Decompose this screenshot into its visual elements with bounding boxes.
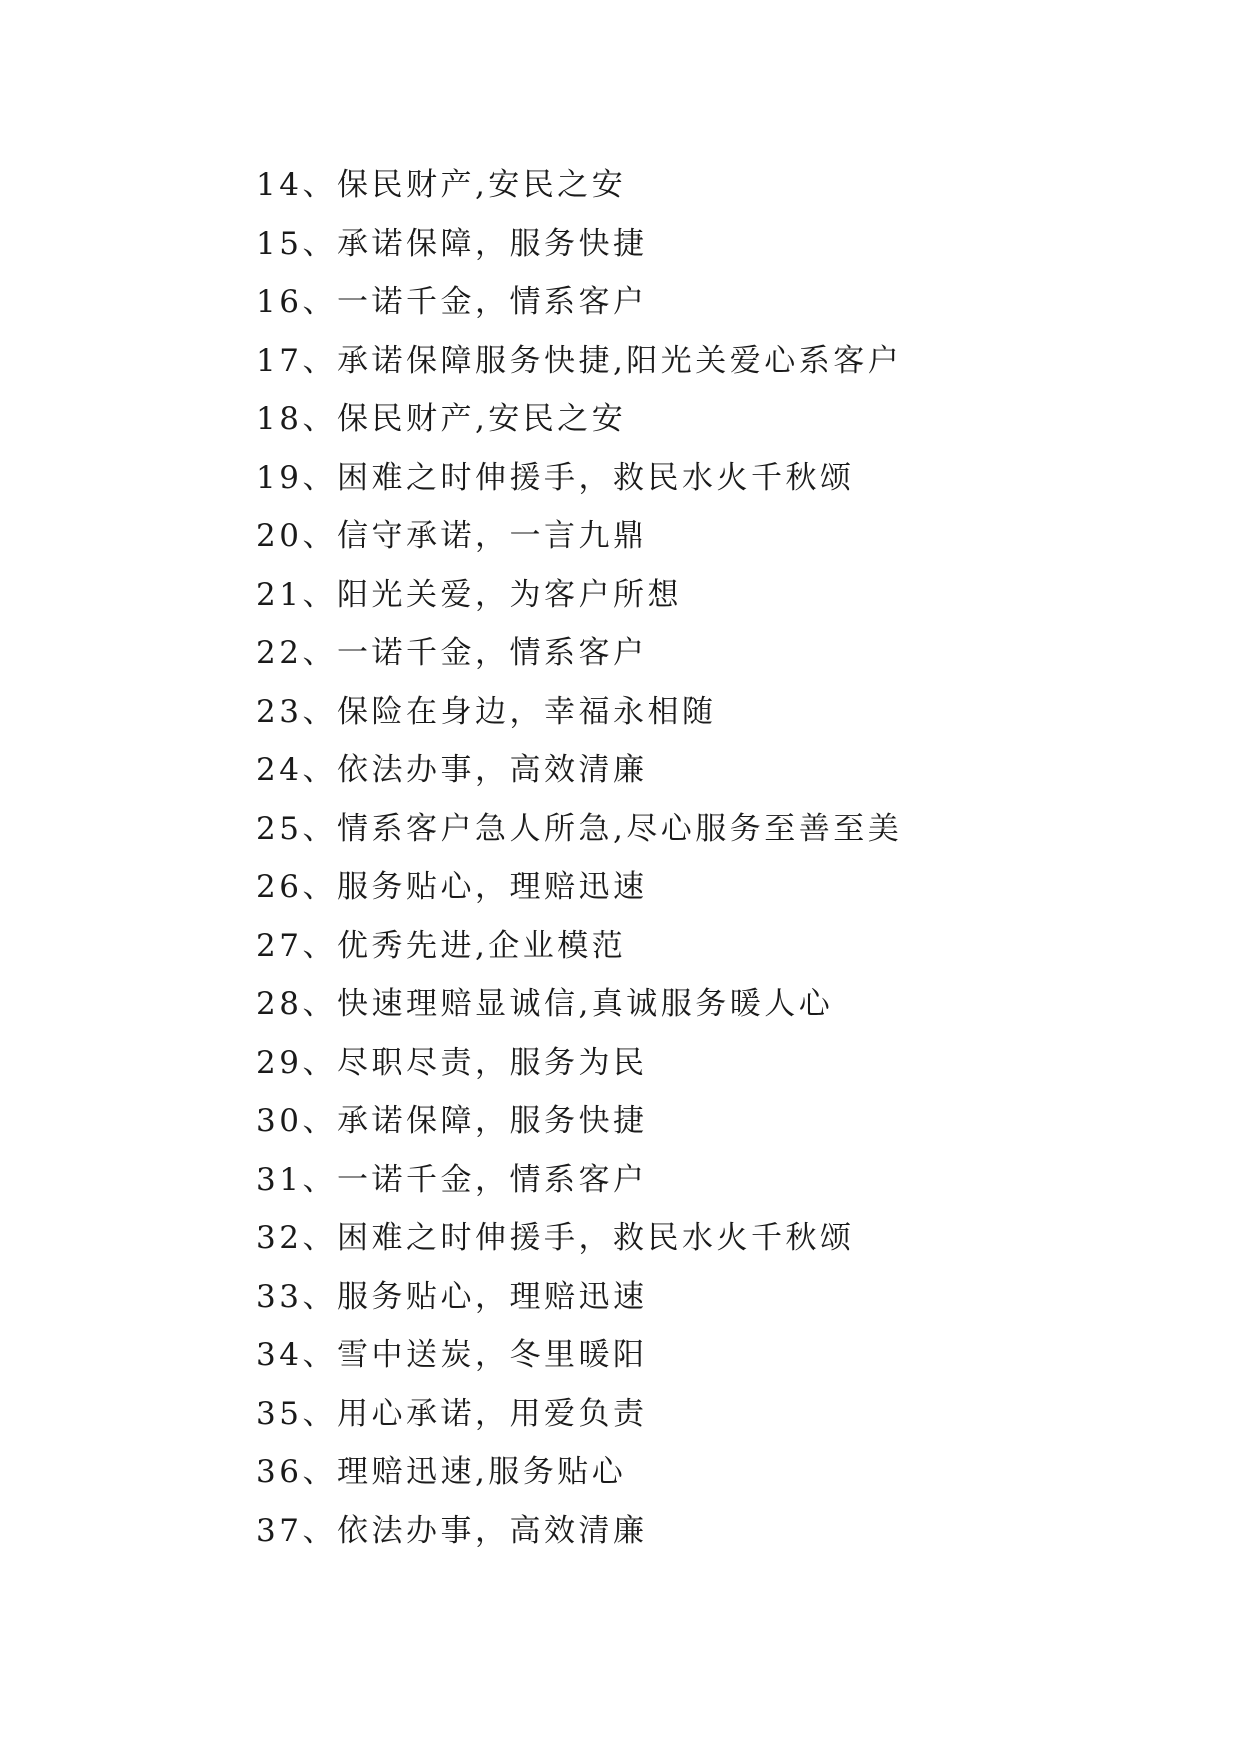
list-item: 20、信守承诺，一言九鼎	[256, 518, 648, 554]
list-item: 33、服务贴心，理赔迅速	[256, 1278, 648, 1315]
list-item: 19、困难之时伸援手，救民水火千秋颂	[256, 459, 855, 496]
list-item: 37、依法办事，高效清廉	[256, 1512, 648, 1549]
list-item: 28、快速理赔显诚信,真诚服务暖人心	[256, 986, 834, 1022]
list-item: 24、依法办事，高效清廉	[256, 752, 648, 788]
list-item: 29、尽职尽责，服务为民	[256, 1044, 648, 1081]
list-item: 26、服务贴心，理赔迅速	[256, 869, 648, 905]
list-item: 22、一诺千金，情系客户	[256, 635, 648, 671]
list-item: 31、一诺千金，情系客户	[256, 1161, 648, 1198]
list-item: 17、承诺保障服务快捷,阳光关爱心系客户	[256, 342, 903, 379]
list-item: 25、情系客户急人所急,尽心服务至善至美	[256, 810, 903, 847]
list-item: 34、雪中送炭，冬里暖阳	[256, 1337, 648, 1373]
list-item: 14、保民财产,安民之安	[256, 167, 627, 203]
list-item: 21、阳光关爱，为客户所想	[256, 576, 682, 613]
list-item: 32、困难之时伸援手，救民水火千秋颂	[256, 1220, 855, 1256]
list-item: 27、优秀先进,企业模范	[256, 927, 627, 964]
list-item: 35、用心承诺，用爱负责	[256, 1395, 648, 1432]
slogan-list	[256, 156, 902, 1560]
list-item: 30、承诺保障，服务快捷	[256, 1103, 648, 1139]
list-item: 15、承诺保障，服务快捷	[256, 225, 648, 262]
list-item: 36、理赔迅速,服务贴心	[256, 1454, 627, 1490]
list-item: 16、一诺千金，情系客户	[256, 284, 648, 320]
list-item: 18、保民财产,安民之安	[256, 401, 627, 437]
list-item: 23、保险在身边，幸福永相随	[256, 693, 717, 730]
